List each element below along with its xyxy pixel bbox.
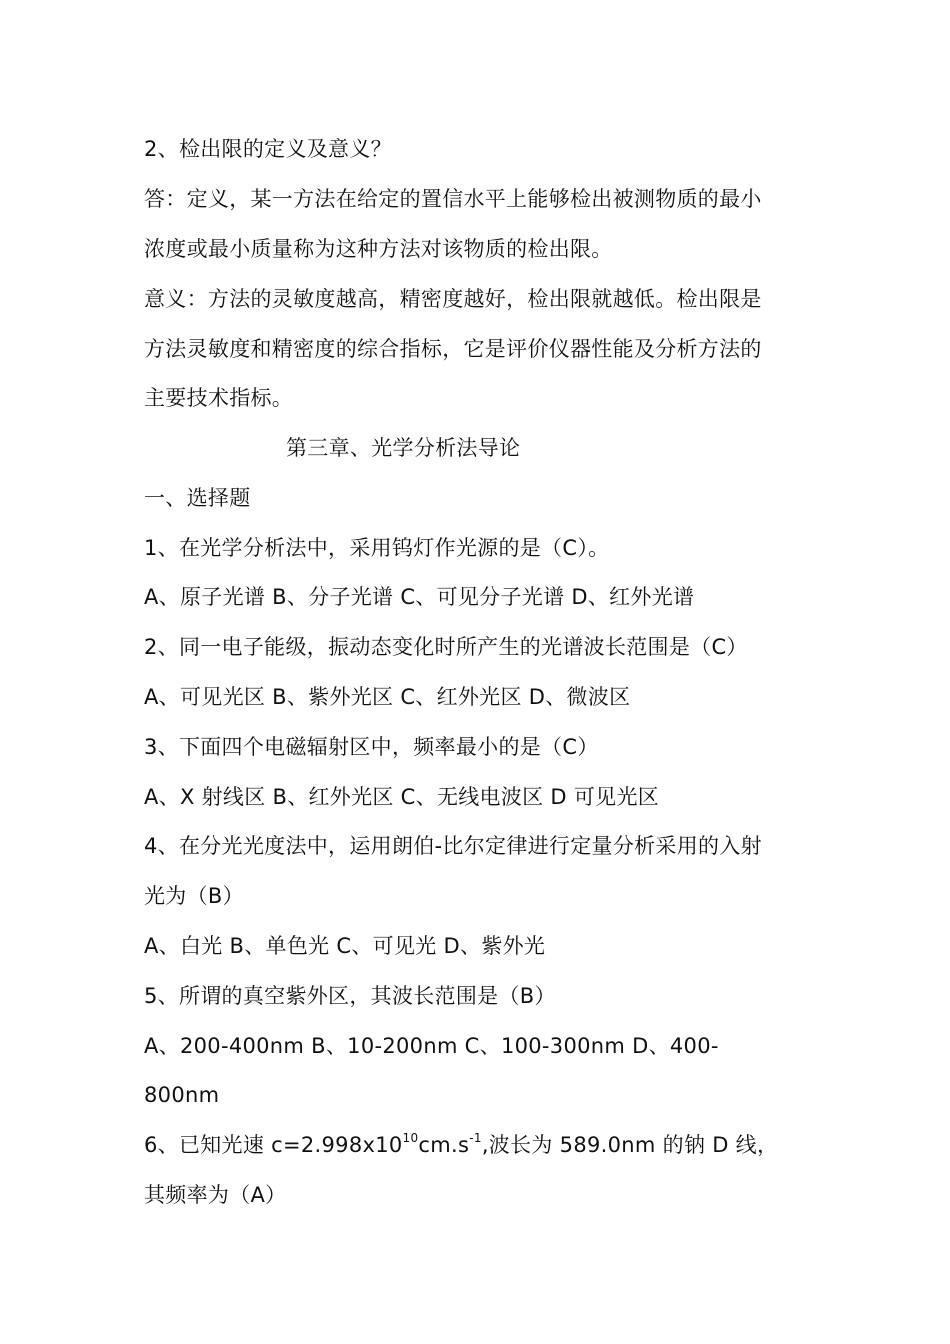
question-5-options-line-1: A、200-400nm B、10-200nm C、100-300nm D、400- (144, 1034, 719, 1058)
question-3: 3、下面四个电磁辐射区中，频率最小的是（C） (144, 735, 599, 759)
question-5: 5、所谓的真空紫外区，其波长范围是（B） (144, 984, 556, 1008)
answer-significance-line-1: 意义：方法的灵敏度越高，精密度越好，检出限就越低。检出限是 (144, 287, 762, 311)
exponent-minus-1: -1 (469, 1131, 482, 1145)
question-6-line-2: 其频率为（A） (144, 1183, 287, 1207)
question-6-text-start: 6、已知光速 c=2.998x10 (144, 1133, 403, 1157)
exponent-10: 10 (402, 1131, 419, 1145)
question-1: 1、在光学分析法中，采用钨灯作光源的是（C）。 (144, 536, 610, 560)
question-2: 2、同一电子能级，振动态变化时所产生的光谱波长范围是（C） (144, 635, 748, 659)
answer-definition-line-2: 浓度或最小质量称为这种方法对该物质的检出限。 (144, 237, 613, 261)
question-4-line-1: 4、在分光光度法中，运用朗伯-比尔定律进行定量分析采用的入射 (144, 834, 762, 858)
question-4-line-2: 光为（B） (144, 884, 244, 908)
question-6-line-1 (144, 1130, 778, 1160)
answer-significance-line-3: 主要技术指标。 (144, 386, 294, 410)
question-2-options: A、可见光区 B、紫外光区 C、红外光区 D、微波区 (144, 685, 631, 709)
question-4-options: A、白光 B、单色光 C、可见光 D、紫外光 (144, 934, 546, 958)
question-3-options: A、X 射线区 B、红外光区 C、无线电波区 D 可见光区 (144, 785, 660, 809)
unit-text: cm.s (418, 1133, 470, 1157)
question-2-heading: 2、检出限的定义及意义？ (144, 137, 392, 161)
section-heading: 一、选择题 (144, 486, 251, 510)
question-1-options: A、原子光谱 B、分子光谱 C、可见分子光谱 D、红外光谱 (144, 585, 695, 609)
answer-definition-line-1: 答：定义，某一方法在给定的置信水平上能够检出被测物质的最小 (144, 187, 762, 211)
question-6-text-end: ,波长为 589.0nm 的钠 D 线， (481, 1133, 779, 1157)
question-5-options-line-2: 800nm (144, 1083, 220, 1107)
chapter-title: 第三章、光学分析法导论 (286, 436, 521, 460)
answer-significance-line-2: 方法灵敏度和精密度的综合指标，它是评价仪器性能及分析方法的 (144, 337, 762, 361)
